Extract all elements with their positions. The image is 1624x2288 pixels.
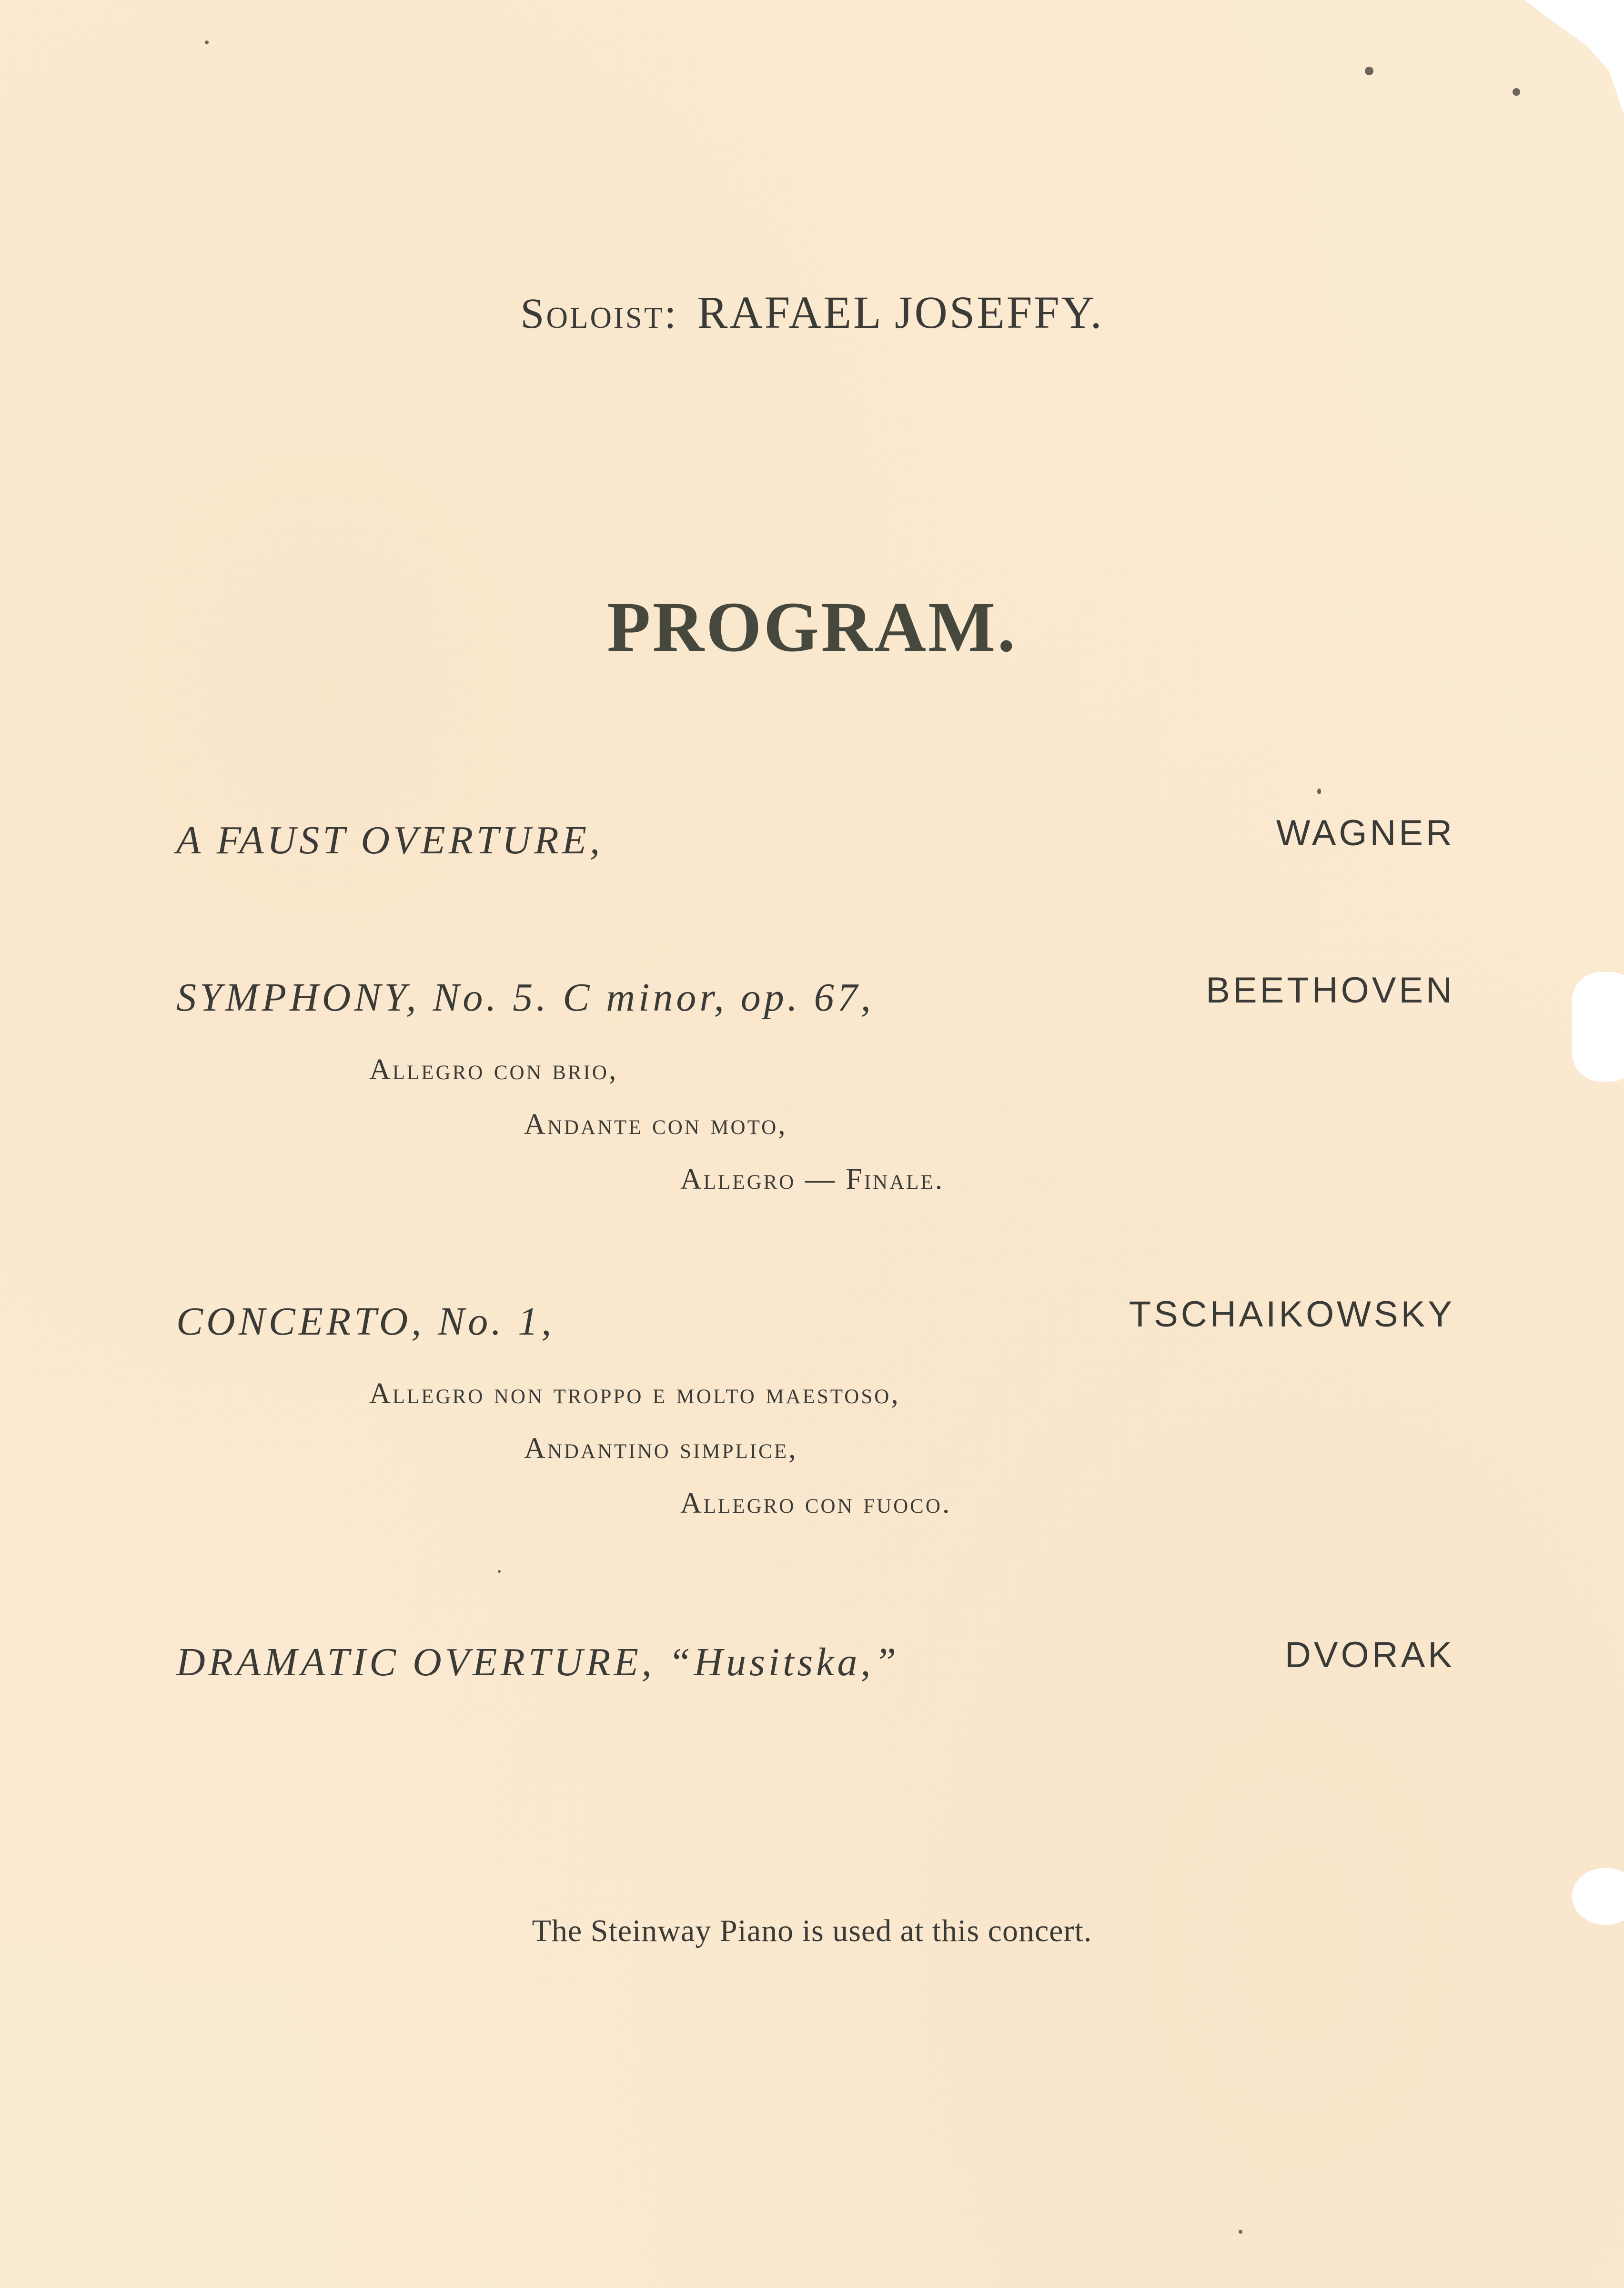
work-title-dramatic-overture: DRAMATIC OVERTURE, “Husitska,” — [176, 1640, 900, 1684]
composer-dvorak: DVORAK — [1285, 1635, 1455, 1675]
movement-line: Andante con moto, — [524, 1108, 787, 1141]
work-title-concerto: CONCERTO, No. 1, — [176, 1299, 555, 1344]
movement-line: Allegro con fuoco. — [680, 1487, 952, 1519]
work-title-faust-overture: A FAUST OVERTURE, — [176, 818, 604, 862]
movement-line: Allegro non troppo e molto maestoso, — [369, 1377, 900, 1410]
movement-line: Andantino simplice, — [524, 1432, 798, 1465]
footer-note: The Steinway Piano is used at this concert. — [532, 1913, 1092, 1948]
movement-line: Allegro con brio, — [369, 1053, 618, 1086]
movement-line: Allegro — Finale. — [680, 1163, 945, 1195]
composer-beethoven: BEETHOVEN — [1206, 970, 1455, 1011]
composer-wagner: WAGNER — [1276, 813, 1455, 853]
composer-tschaikowsky: TSCHAIKOWSKY — [1129, 1294, 1455, 1335]
soloist-line — [0, 286, 1624, 339]
work-title-symphony: SYMPHONY, No. 5. C minor, op. 67, — [176, 975, 874, 1020]
soloist-name: RAFAEL JOSEFFY. — [697, 287, 1104, 338]
torn-corner — [1500, 0, 1624, 114]
program-title: PROGRAM. — [606, 587, 1018, 667]
punch-hole — [1572, 972, 1624, 1082]
soloist-label: Soloist: — [520, 290, 678, 337]
